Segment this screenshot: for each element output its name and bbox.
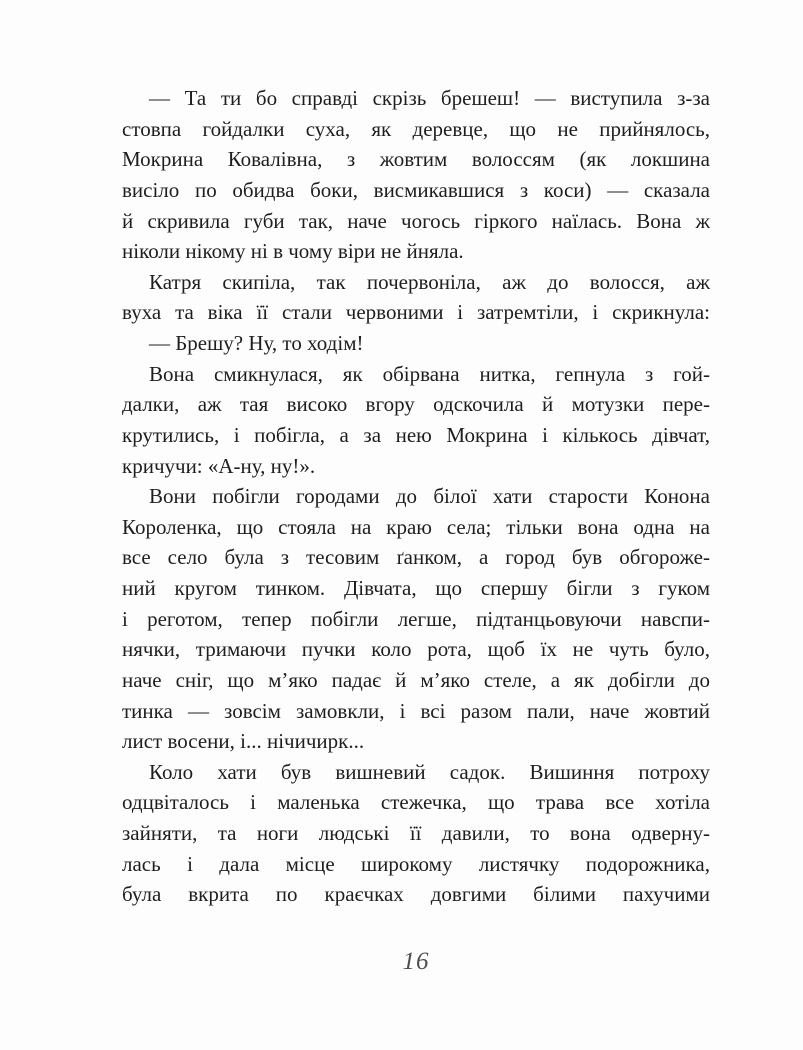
text-line: лась і дала місце широкому листячку подорожника, — [122, 851, 710, 876]
text-line: зайняти, та ноги людські її давили, то вона одверну- — [122, 821, 710, 845]
text-line: ніколи нікому ні в чому віри не йняла. — [122, 239, 464, 264]
page-text — [122, 83, 710, 910]
text-line: лист восени, і... нічичирк... — [122, 729, 365, 754]
text-line: Вони побігли городами до білої хати старости Конона — [149, 484, 710, 509]
text-line: тинка — зовсім замовкли, і всі разом пали, наче жовтий — [122, 698, 710, 723]
text-line: одцвіталось і маленька стежечка, що трава все хотіла — [122, 790, 710, 815]
text-line: Мокрина Ковалівна, з жовтим волоссям (як локшина — [122, 147, 710, 172]
text-line: нячки, тримаючи пучки коло рота, щоб їх не чуть було, — [122, 637, 710, 662]
text-line: стовпа гойдалки суха, як деревце, що не прийнялось, — [122, 116, 710, 141]
page-number: 16 — [402, 948, 430, 975]
text-line: Короленка, що стояла на краю села; тільки вона одна на — [122, 514, 710, 539]
text-line: — Брешу? Ну, то ходім! — [149, 331, 364, 355]
text-line: наче сніг, що м’яко падає й м’яко стеле, а як добігли до — [122, 667, 710, 692]
text-line: й скривила губи так, наче чогось гіркого наїлась. Вона ж — [122, 208, 710, 233]
text-line: ний кругом тинком. Дівчата, що спершу бігли з гуком — [122, 576, 710, 600]
text-line: — Та ти бо справді скрізь брешеш! — виступила з-за — [149, 86, 710, 110]
text-line: крутились, і побігла, а за нею Мокрина і кількось дівчат, — [122, 422, 710, 447]
text-line: далки, аж тая високо вгору одскочила й мотузки пере- — [122, 392, 710, 417]
text-line: кричучи: «А-ну, ну!». — [122, 453, 316, 478]
text-line: і реготом, тепер побігли легше, підтанцьовуючи навспи- — [122, 606, 710, 631]
text-line: Вона смикнулася, як обірвана нитка, гепнула з гой- — [149, 361, 710, 386]
text-line: Коло хати був вишневий садок. Вишиння потроху — [149, 759, 710, 784]
text-line: все село була з тесовим ґанком, а город був обгороже- — [122, 545, 710, 570]
text-line: була вкрита по краєчках довгими білими пахучими — [122, 882, 710, 907]
text-line: висіло по обидва боки, висмикавшися з коси) — сказала — [122, 177, 710, 202]
text-line: вуха та віка її стали червоними і затремтіли, і скрикнула: — [122, 300, 710, 325]
text-line: Катря скипіла, так почервоніла, аж до волосся, аж — [149, 269, 710, 294]
